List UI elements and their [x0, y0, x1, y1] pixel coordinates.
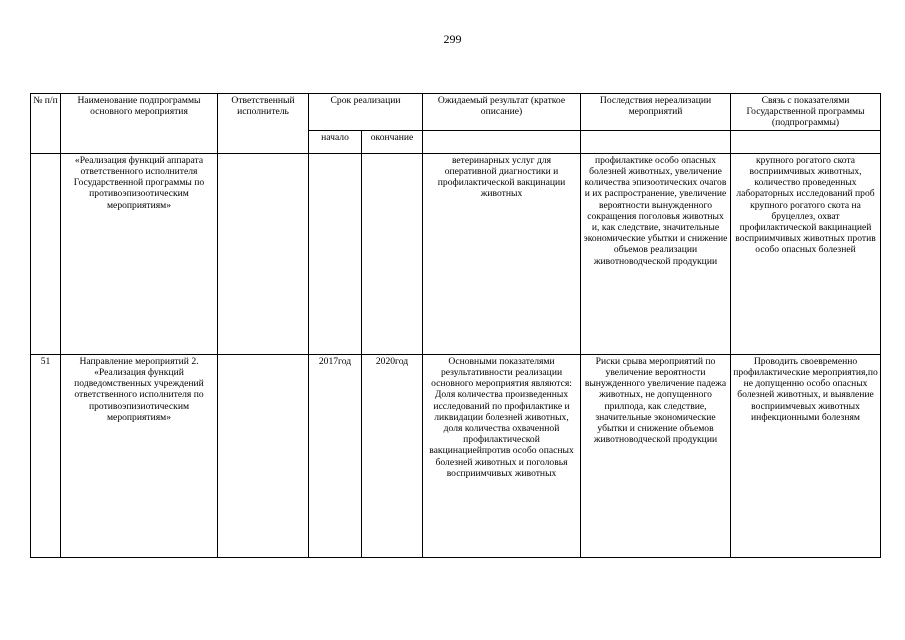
table-row	[31, 354, 881, 557]
cell-responsible	[218, 153, 309, 354]
cell-responsible	[218, 354, 309, 557]
header-blank-consequences	[581, 130, 731, 153]
header-term-start: начало	[309, 130, 362, 153]
cell-link: крупного рогатого скота восприимчивых животных, количество проведенных лабораторных исследований проб крупного рогатого скота на бруцеллез, охват профилактической вакцинацией восприимчивых животных против особо опасных болезней	[731, 153, 881, 354]
cell-name: «Реализация функций аппарата ответственного исполнителя Государственной программы по противоэпизоотическим мероприятиям»	[61, 153, 218, 354]
header-consequences: Последствия нереализации мероприятий	[581, 94, 731, 131]
cell-start: 2017год	[309, 354, 362, 557]
cell-end: 2020год	[362, 354, 423, 557]
cell-consequences: профилактике особо опасных болезней животных, увеличение количества эпизоотических очагов и их распространение, увеличение вероятности вынужденного сокращения поголовья животных и, как следствие, значительные экономические убытки и снижение объемов реализации животноводческой продукции	[581, 153, 731, 354]
page-number: 299	[443, 32, 462, 46]
header-responsible: Ответственный исполнитель	[218, 94, 309, 154]
header-term: Срок реализации	[309, 94, 423, 131]
program-table	[30, 93, 881, 558]
header-term-end: окончание	[362, 130, 423, 153]
cell-num: 51	[31, 354, 61, 557]
cell-result: Основными показателями результативности реализации основного мероприятия являются: Доля количества произведенных исследований по профилактике и ликвидации болезней животных, доля количества охваченной профилактической вакцинациейпротив особо опасных болезней животных и поголовья восприимчивых животных	[423, 354, 581, 557]
cell-start	[309, 153, 362, 354]
header-blank-result	[423, 130, 581, 153]
header-link: Связь с показателями Государственной программы (подпрограммы)	[731, 94, 881, 131]
cell-consequences: Риски срыва мероприятий по увеличение вероятности вынужденного увеличение падежа животных, не допущенного прилпода, как следствие, значительные экономические убытки и снижение объемов животноводческой продукции	[581, 354, 731, 557]
cell-link: Проводить своевременно профилактические мероприятия,по не допущенню особо опасных болезней животных, и выявление восприимчевых животных инфекционными болезням	[731, 354, 881, 557]
cell-name: Направление мероприятий 2. «Реализация функций подведомственных учреждений ответственного исполнителя по противоэпизиотическим мероприятиям»	[61, 354, 218, 557]
cell-result: ветеринарных услуг для оперативной диагностики и профилактической вакцинации животных	[423, 153, 581, 354]
header-row	[31, 94, 881, 131]
header-name: Наименование подпрограммы основного мероприятия	[61, 94, 218, 154]
header-num: № п/п	[31, 94, 61, 154]
header-blank-link	[731, 130, 881, 153]
cell-end	[362, 153, 423, 354]
cell-num	[31, 153, 61, 354]
table-row	[31, 153, 881, 354]
header-result: Ожидаемый результат (краткое описание)	[423, 94, 581, 131]
